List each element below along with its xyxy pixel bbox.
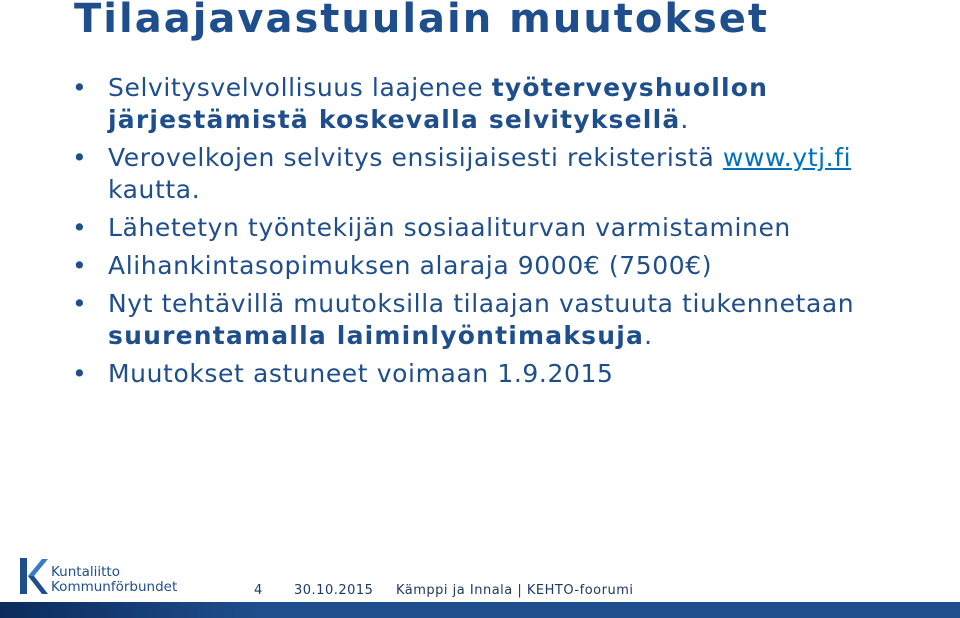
bullet-list: [72, 72, 932, 390]
logo-text-line1: Kuntaliitto: [51, 564, 120, 580]
bullet-item: • Alihankintasopimuksen alaraja 9000€ (7500€): [72, 250, 932, 282]
bullet-item: [72, 72, 932, 136]
slide-title: Tilaajavastuulain muutokset: [74, 0, 770, 42]
bullet-item: • Muutokset astuneet voimaan 1.9.2015: [72, 358, 932, 390]
bullet-text: Nyt tehtävillä muutoksilla tilaajan vastuuta tiukennetaan: [108, 289, 855, 318]
page-number: 4: [254, 583, 263, 598]
kuntaliitto-logo-icon: [18, 556, 48, 596]
footer-bar-accent: [0, 602, 260, 618]
bullet-bold-text: suurentamalla laiminlyöntimaksuja: [108, 321, 645, 350]
logo-text-line2: Kommunförbundet: [51, 579, 178, 595]
bullet-text: .: [644, 321, 653, 350]
bullet-item: • Lähetetyn työntekijän sosiaaliturvan varmistaminen: [72, 212, 932, 244]
bullet-text: Verovelkojen selvitys ensisijaisesti rekisteristä: [108, 143, 723, 172]
bullet-text: Selvitysvelvollisuus laajenee: [108, 73, 492, 102]
bullet-item: [72, 288, 932, 352]
footer-date: 30.10.2015: [294, 583, 374, 598]
bullet-bold-text: työterveyshuollon järjestämistä koskevalla selvityksellä: [108, 73, 769, 134]
kuntaliitto-logo: [18, 554, 188, 598]
ytj-link[interactable]: www.ytj.fi: [722, 143, 852, 172]
bullet-item: [72, 142, 932, 206]
bullet-text: .: [680, 105, 689, 134]
footer-author: Kämppi ja Innala | KEHTO-foorumi: [396, 583, 634, 598]
bullet-text: kautta.: [108, 175, 201, 204]
